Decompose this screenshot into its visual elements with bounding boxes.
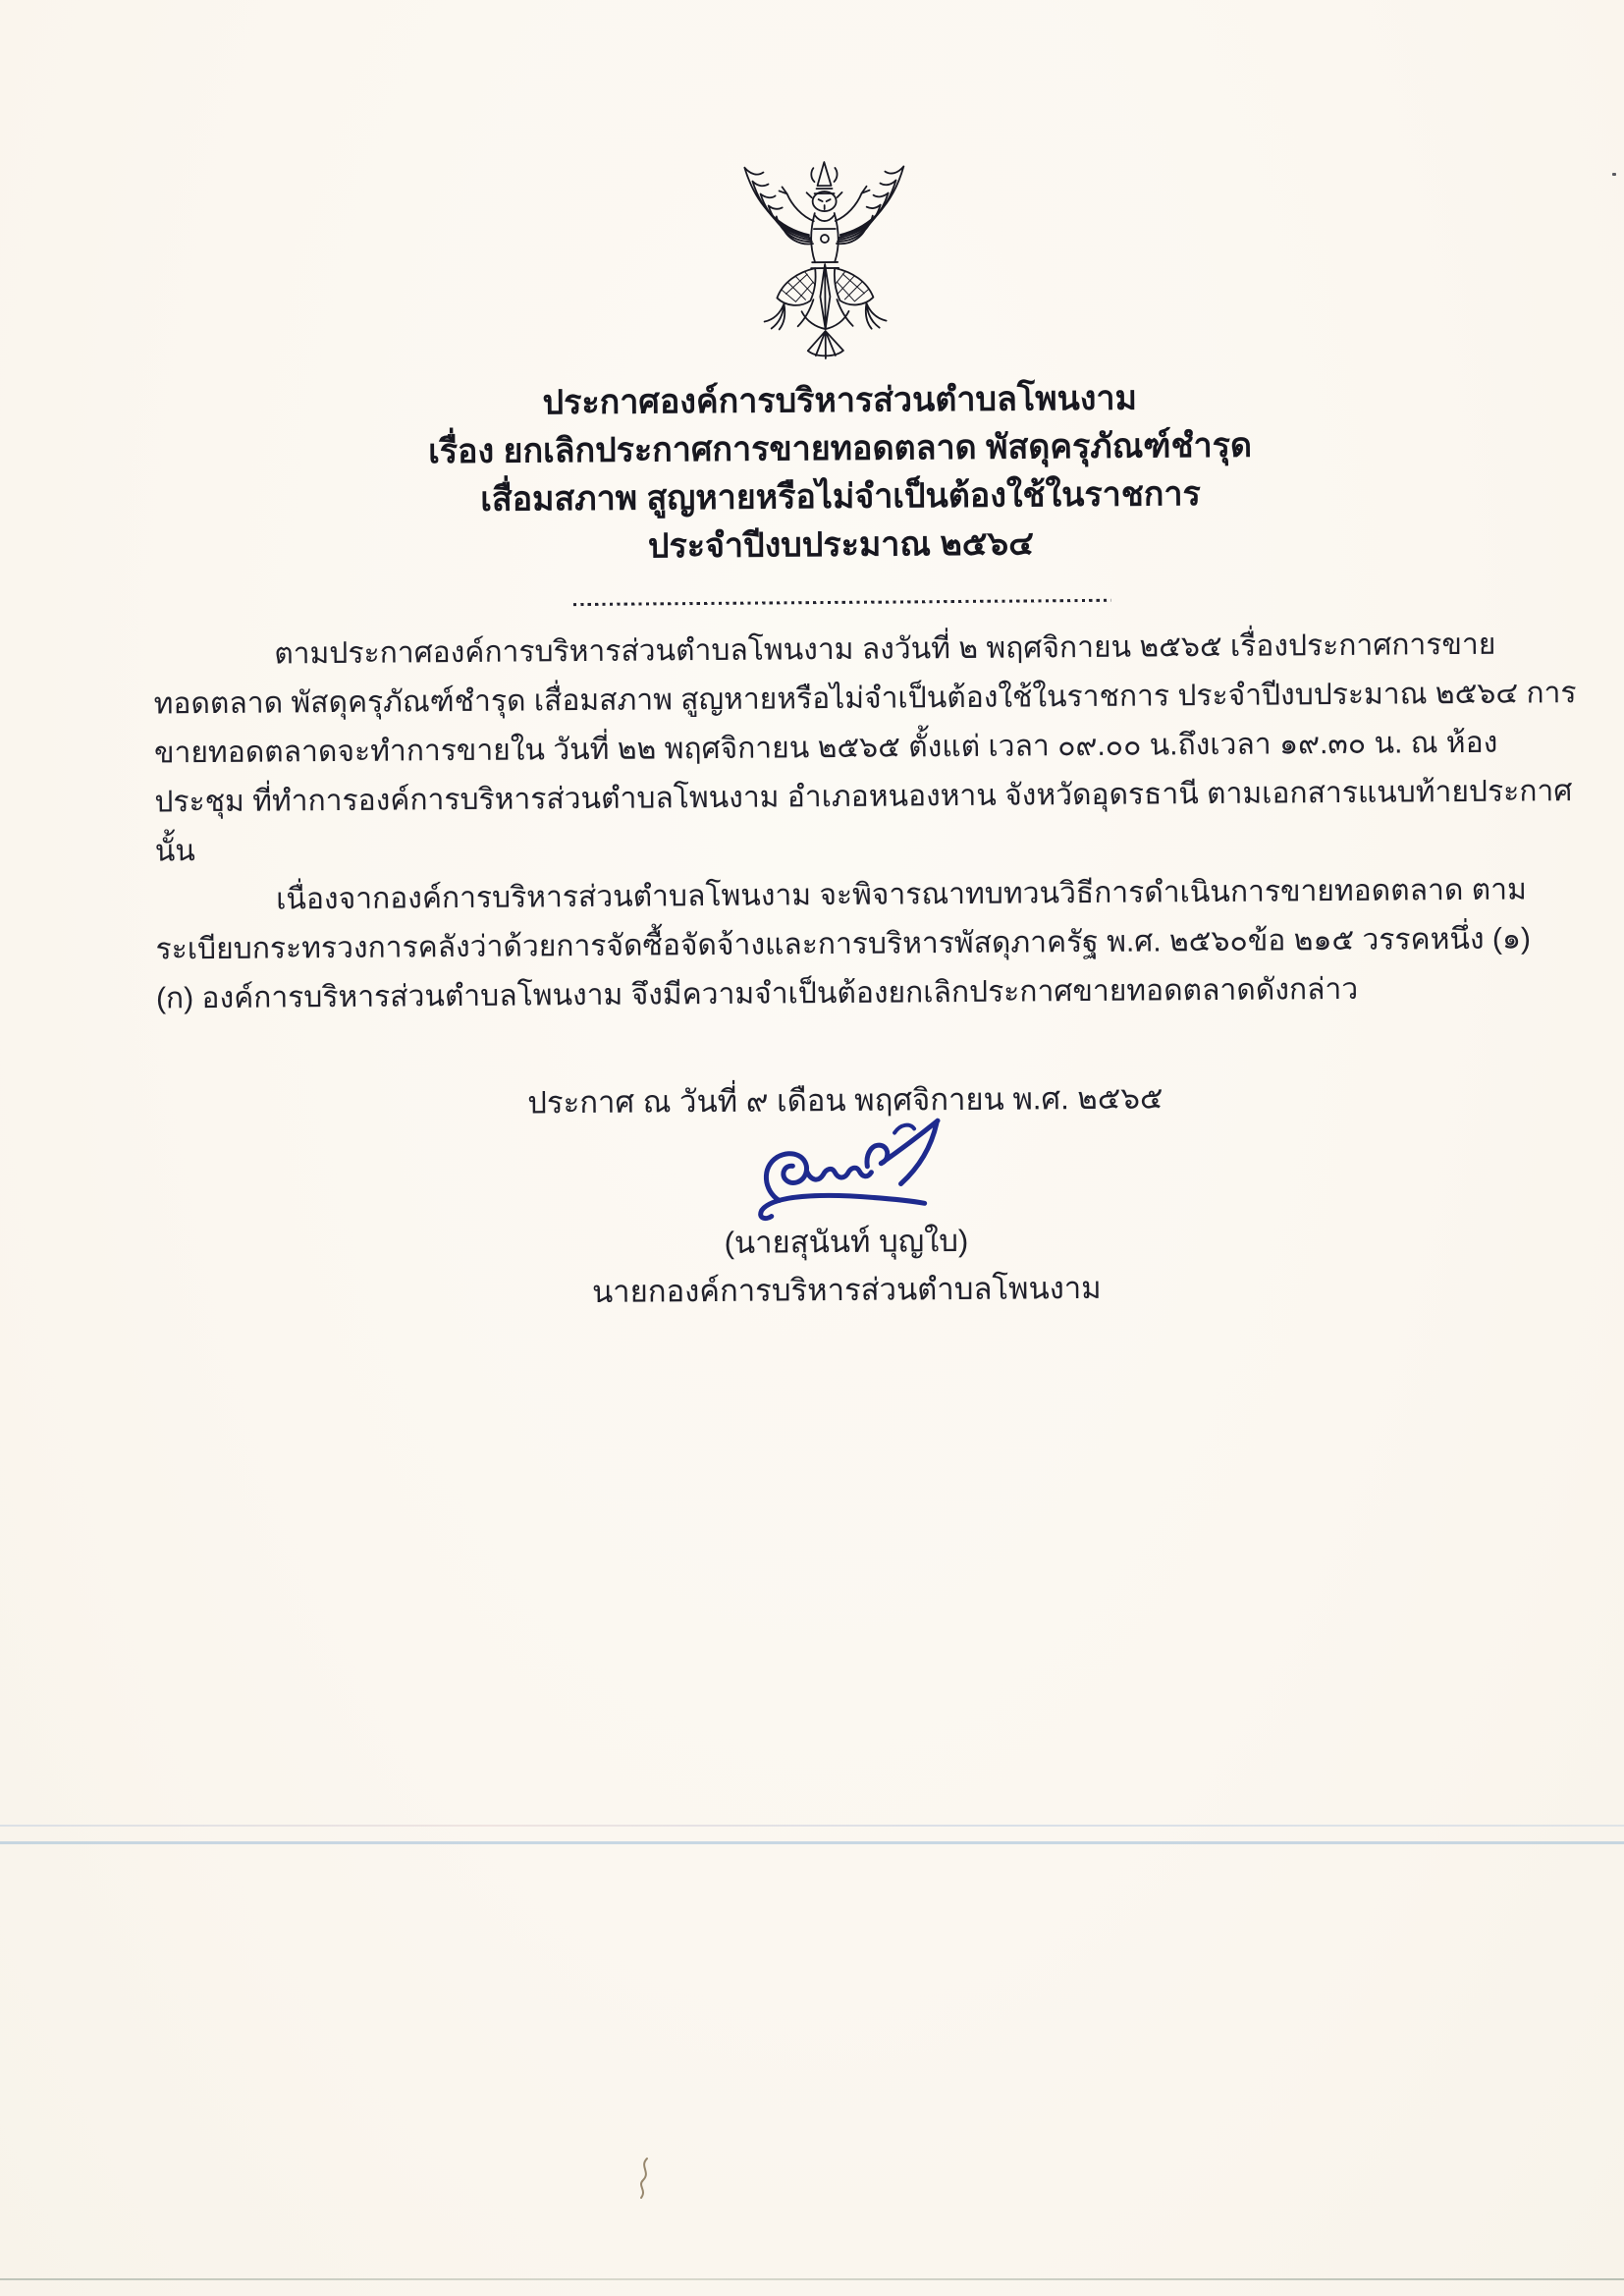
title-line-2: เรื่อง ยกเลิกประกาศการขายทอดตลาด พัสดุครุภัณฑ์ชำรุด — [428, 426, 1253, 471]
document-title-block — [0, 371, 1623, 576]
signer-position: นายกองค์การบริหารส่วนตำบลโพนงาม — [591, 1270, 1102, 1309]
title-line-4: ประจำปีงบประมาณ ๒๕๖๔ — [647, 524, 1035, 566]
title-line-3: เสื่อมสภาพ สูญหายหรือไม่จำเป็นต้องใช้ในราชการ — [480, 475, 1201, 519]
paragraph-1 — [153, 621, 1577, 877]
paragraph-1-line: ตามประกาศองค์การบริหารส่วนตำบลโพนงาม ลงวันที่ ๒ พฤศจิกายน ๒๕๖๕ เรื่องประกาศการขาย — [274, 628, 1496, 671]
paragraph-1-line: ประชุม ที่ทำการองค์การบริหารส่วนตำบลโพนงาม อำเภอหนองหาน จังหวัดอุดรธานี ตามเอกสารแนบท้ายประกาศ — [154, 775, 1573, 819]
scan-artifact-blue-line — [0, 1841, 1624, 1844]
scan-artifact-fiber — [634, 2157, 656, 2204]
paragraph-2 — [155, 866, 1532, 1024]
paragraph-2-line: ระเบียบกระทรวงการคลังว่าด้วยการจัดซื้อจัดจ้างและการบริหารพัสดุภาครัฐ พ.ศ. ๒๕๖๐ข้อ ๒๑๕ วรรคหนึ่ง (๑) — [155, 922, 1532, 966]
announcement-date-line: ประกาศ ณ วันที่ ๙ เดือน พฤศจิกายน พ.ศ. ๒๕๖๕ — [527, 1080, 1164, 1121]
garuda-emblem-icon — [726, 152, 924, 362]
paragraph-1-line: ทอดตลาด พัสดุครุภัณฑ์ชำรุด เสื่อมสภาพ สูญหายหรือไม่จำเป็นต้องใช้ในราชการ ประจำปีงบประมาณ ๒๕๖๔ การ — [153, 677, 1577, 721]
scan-artifact-bottom-edge — [0, 2278, 1624, 2280]
title-line-1: ประกาศองค์การบริหารส่วนตำบลโพนงาม — [542, 379, 1138, 422]
scan-artifact-speck — [1612, 173, 1616, 176]
paragraph-2-line: เนื่องจากองค์การบริหารส่วนตำบลโพนงาม จะพิจารณาทบทวนวิธีการดำเนินการขายทอดตลาด ตาม — [276, 873, 1527, 916]
scan-artifact-blue-line — [0, 1825, 1624, 1827]
paragraph-2-line: (ก) องค์การบริหารส่วนตำบลโพนงาม จึงมีความจำเป็นต้องยกเลิกประกาศขายทอดตลาดดังกล่าว — [155, 972, 1359, 1015]
paragraph-1-line: นั้น — [154, 835, 195, 868]
dotted-divider — [573, 598, 1111, 606]
signer-name: (นายสุนันท์ บุญใบ) — [724, 1223, 969, 1260]
signature-handwritten-ink-icon — [741, 1115, 988, 1229]
paragraph-1-line: ขายทอดตลาดจะทำการขายใน วันที่ ๒๒ พฤศจิกายน ๒๕๖๕ ตั้งแต่ เวลา ๐๙.๐๐ น.ถึงเวลา ๑๙.๓๐ น. ณ ห้อง — [153, 726, 1498, 770]
